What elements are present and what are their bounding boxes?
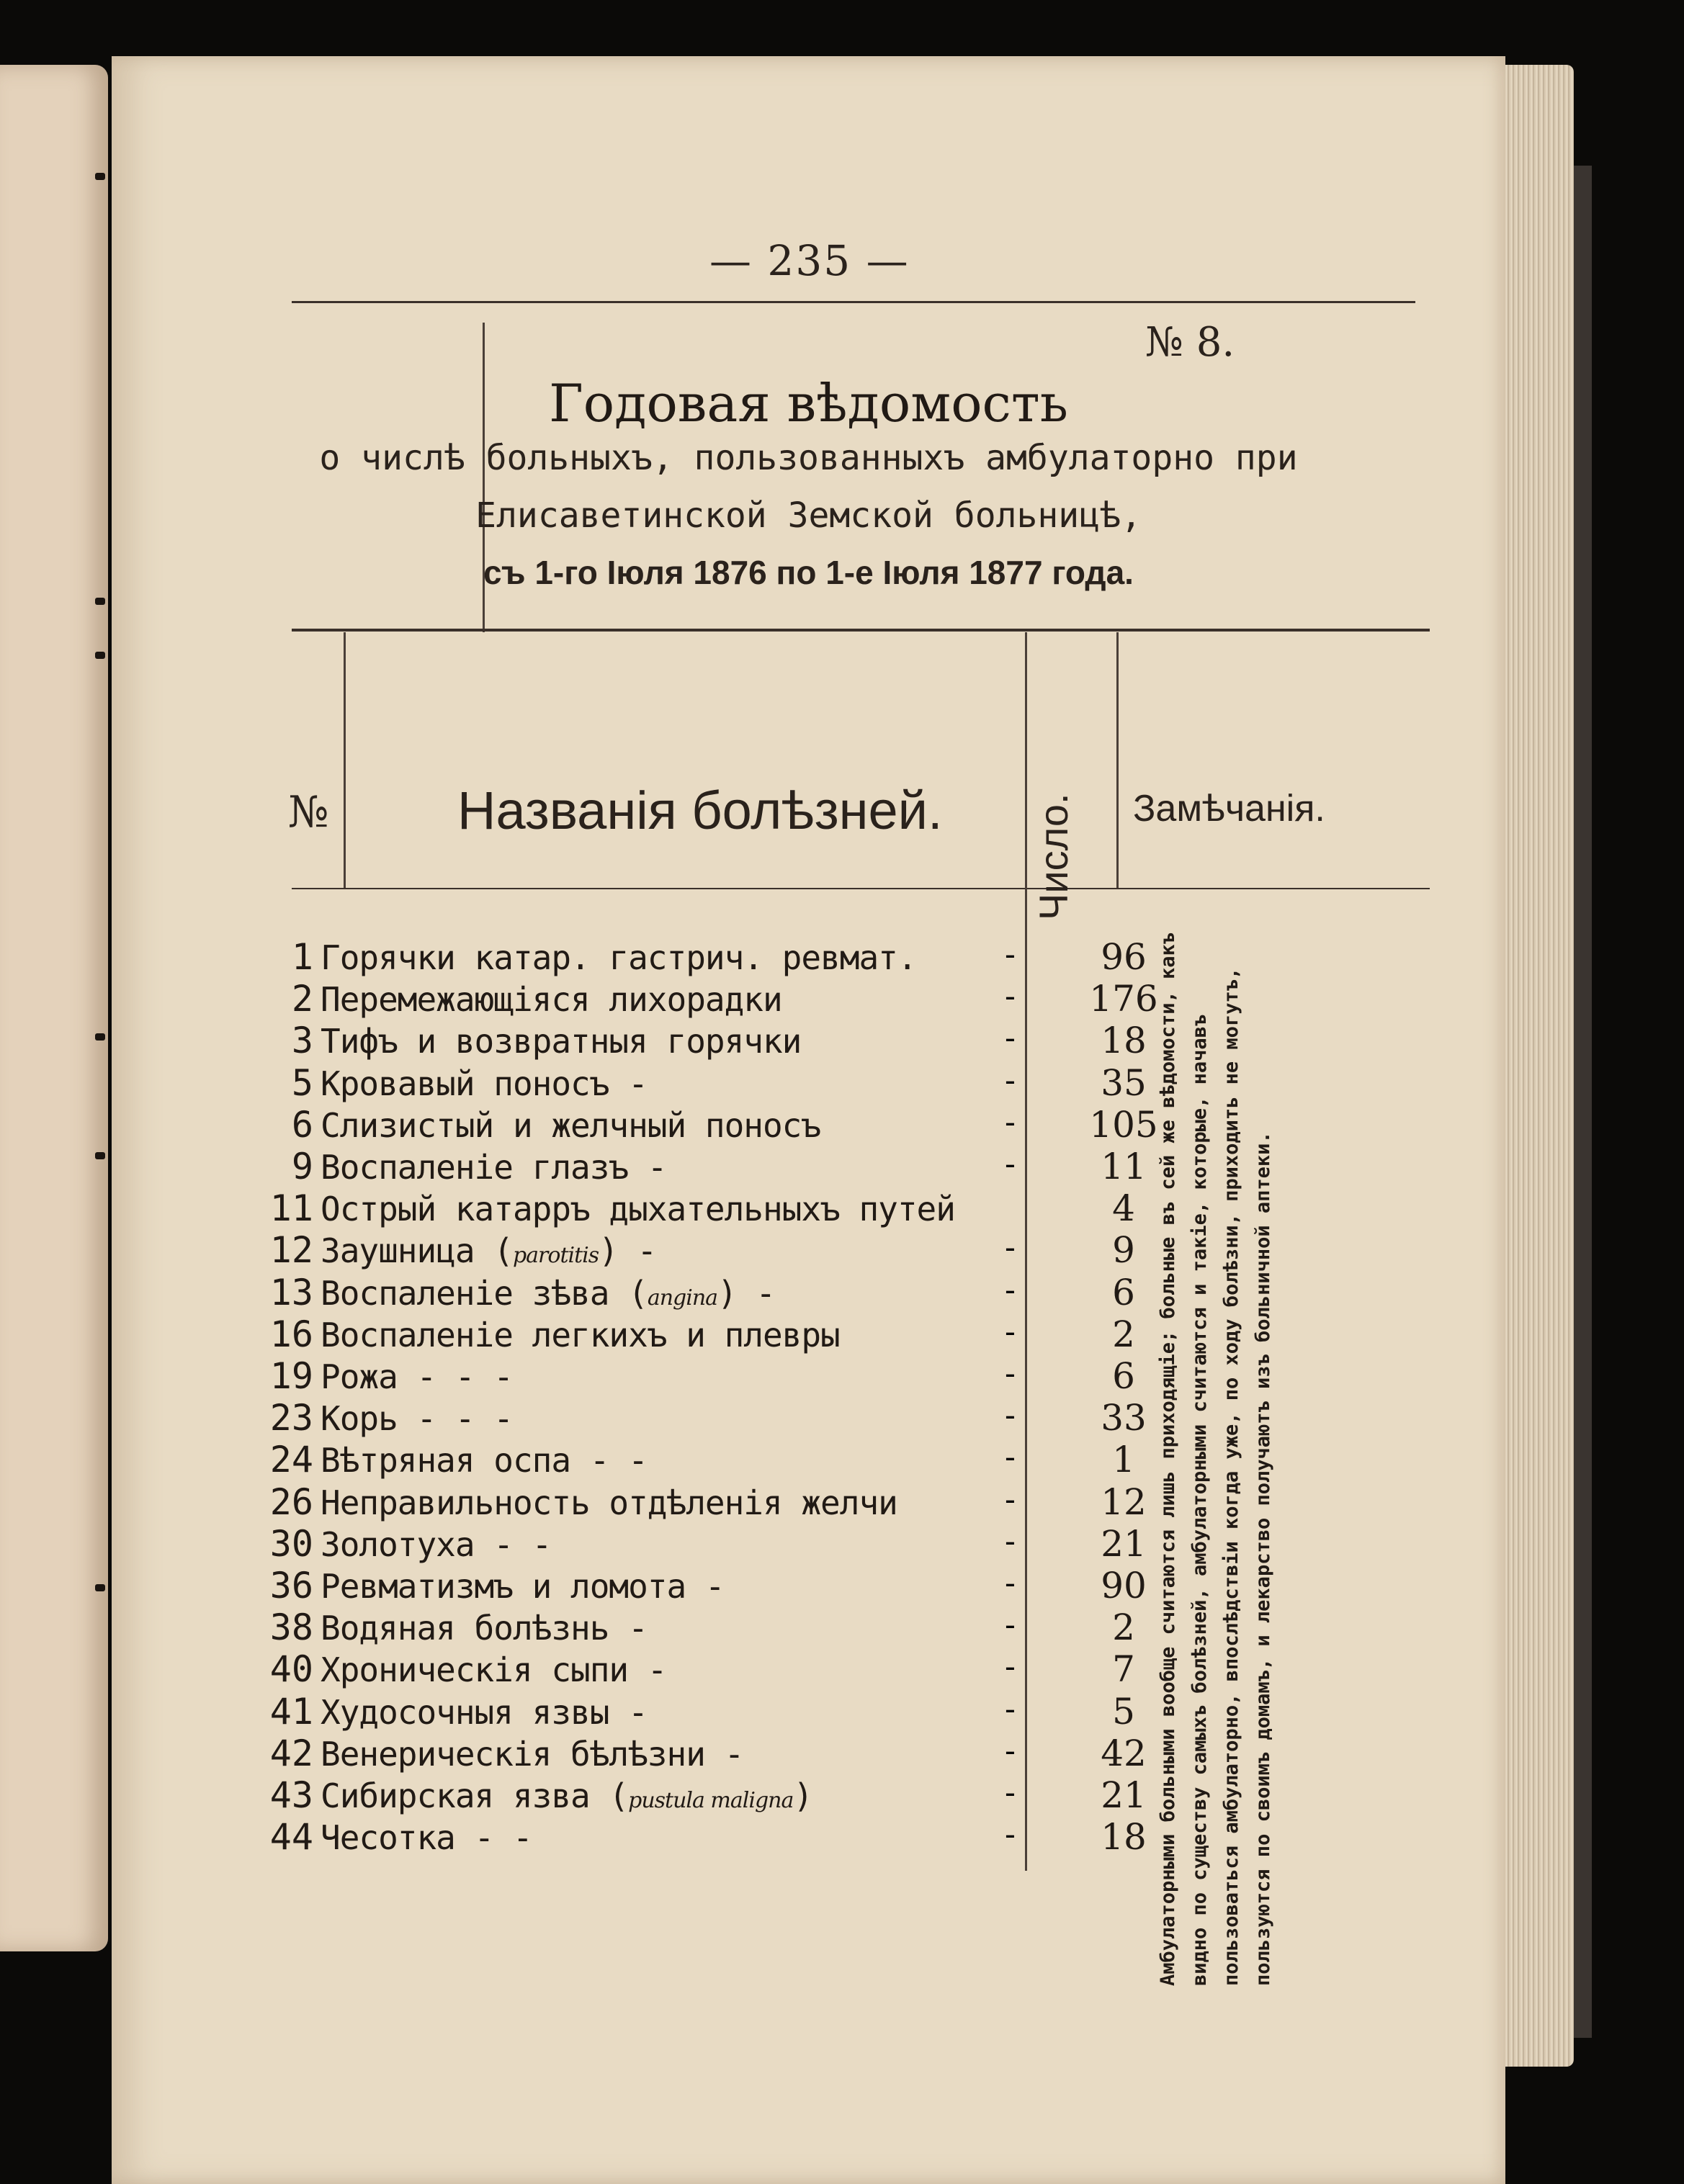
row-number: 40	[269, 1648, 313, 1691]
subtitle-line-1: о числѣ больныхъ, пользованныхъ амбулаторно при	[319, 438, 1298, 478]
row-count: 2	[1112, 1313, 1135, 1355]
row-count: 90	[1101, 1565, 1147, 1606]
row-count: 105	[1089, 1103, 1158, 1146]
latin-term: pustula maligna	[628, 1788, 794, 1813]
disease-name: Горячки катар. гастрич. ревмат.	[321, 938, 917, 977]
row-number: 13	[269, 1271, 313, 1313]
row-count: 33	[1101, 1397, 1147, 1439]
row-number: 41	[269, 1690, 313, 1733]
disease-name: Перемежающіяся лихорадки	[321, 980, 782, 1020]
date-range: съ 1-го Іюля 1876 по 1-е Іюля 1877 года.	[483, 554, 1134, 591]
row-number: 6	[291, 1103, 313, 1146]
disease-name: Худосочныя язвы -	[321, 1692, 648, 1732]
disease-name: Воспаленіе зѣва (angina) -	[321, 1273, 776, 1313]
row-count: 96	[1101, 936, 1147, 978]
row-dash: -	[1005, 1313, 1016, 1350]
row-count: 12	[1101, 1480, 1147, 1523]
row-number: 30	[269, 1522, 313, 1565]
row-number: 2	[291, 978, 313, 1020]
table-row	[269, 1816, 1149, 1859]
table-row	[269, 1690, 1149, 1733]
row-count: 21	[1101, 1774, 1147, 1816]
disease-name: Сибирская язва (pustula maligna)	[321, 1776, 813, 1815]
header-disease-names: Названія болѣзней.	[457, 781, 943, 840]
row-number: 1	[291, 936, 313, 978]
table-row	[269, 1565, 1149, 1606]
table-row	[269, 1313, 1149, 1355]
row-count: 5	[1112, 1690, 1135, 1733]
table-row	[269, 1187, 1149, 1230]
row-dash: -	[1005, 1439, 1016, 1476]
row-dash: -	[1005, 978, 1016, 1015]
table-row	[269, 1397, 1149, 1439]
row-count: 4	[1112, 1187, 1135, 1230]
table-row	[285, 1062, 1149, 1104]
row-count: 18	[1101, 1816, 1147, 1859]
disease-name: Венерическія бѣлѣзни -	[321, 1734, 744, 1774]
row-dash: -	[1005, 1774, 1016, 1811]
table-row	[285, 978, 1158, 1020]
latin-term: parotitis	[512, 1243, 599, 1269]
row-number: 12	[269, 1229, 313, 1272]
table-row	[269, 1229, 1149, 1272]
row-dash: -	[1005, 1648, 1016, 1686]
table-row	[285, 1020, 1149, 1061]
row-count: 9	[1112, 1229, 1135, 1272]
page-edges	[1495, 65, 1574, 2067]
table-row	[285, 1146, 1149, 1187]
row-dash: -	[1005, 1146, 1016, 1182]
row-count: 11	[1101, 1146, 1147, 1187]
table-row	[269, 1439, 1149, 1481]
row-dash: -	[1005, 936, 1016, 973]
notes-text: Амбулаторными больными вообще считаются лишь приходящіе; больные въ сей же вѣдомости, какъ видно по существу самыхъ болѣзней, амбулаторными считаются и такіе, которые, начавъ пользоваться амбулаторно, впослѣдствіи когда уже, по ходу болѣзни, приходить не могутъ, пользуются по своимъ домамъ, и лекарство получаютъ изъ больничной аптеки.	[1157, 933, 1274, 1986]
row-count: 42	[1101, 1732, 1147, 1774]
header-count: Число.	[1031, 793, 1076, 920]
header-top-rule	[292, 629, 1430, 632]
table-row	[269, 1648, 1149, 1691]
table-row	[269, 1606, 1149, 1649]
header-number: №	[288, 787, 329, 837]
binding-mark	[95, 652, 105, 659]
row-dash: -	[1005, 1606, 1016, 1644]
row-dash: -	[1005, 1355, 1016, 1392]
row-number: 43	[269, 1774, 313, 1816]
disease-name: Слизистый и желчный поносъ	[321, 1105, 821, 1145]
row-count: 6	[1112, 1355, 1135, 1397]
table-row	[269, 1774, 1149, 1816]
row-dash: -	[1005, 1229, 1016, 1267]
row-number: 24	[269, 1439, 313, 1481]
row-number: 38	[269, 1606, 313, 1649]
table-row	[269, 1271, 1149, 1313]
row-number: 19	[269, 1355, 313, 1397]
book-cover-edge	[1574, 166, 1592, 2038]
row-dash: -	[1005, 1816, 1016, 1853]
table-number: № 8.	[1145, 319, 1235, 366]
header-notes: Замѣчанія.	[1133, 788, 1325, 830]
left-page-edge	[0, 65, 108, 1951]
row-dash: -	[1005, 1690, 1016, 1727]
page-number: — 235 —	[709, 236, 910, 285]
book-page	[112, 56, 1505, 2184]
row-count: 1	[1112, 1439, 1135, 1481]
top-rule	[292, 301, 1415, 303]
binding-mark	[95, 598, 105, 605]
row-dash: -	[1005, 1397, 1016, 1434]
row-number: 23	[269, 1397, 313, 1439]
disease-name: Воспаленіе легкихъ и плевры	[321, 1315, 840, 1354]
row-number: 26	[269, 1480, 313, 1523]
row-number: 9	[291, 1146, 313, 1187]
subtitle-line-2: Елисаветинской Земской больницѣ,	[475, 495, 1142, 536]
disease-name: Вѣтряная оспа - -	[321, 1441, 648, 1480]
disease-name: Воспаленіе глазъ -	[321, 1148, 667, 1187]
row-count: 7	[1112, 1648, 1135, 1691]
disease-name: Чесотка - -	[321, 1818, 532, 1858]
row-count: 18	[1101, 1020, 1147, 1062]
row-number: 44	[269, 1816, 313, 1859]
row-count: 21	[1101, 1522, 1147, 1565]
disease-name: Корь - - -	[321, 1399, 513, 1439]
row-number: 11	[269, 1187, 313, 1230]
disease-name: Острый катарръ дыхательныхъ путей	[321, 1190, 955, 1229]
binding-mark	[95, 1584, 105, 1591]
binding-mark	[95, 173, 105, 180]
col-divider-num	[344, 632, 346, 888]
row-dash: -	[1005, 1565, 1016, 1601]
col-divider-count	[1116, 632, 1119, 888]
disease-name: Золотуха - -	[321, 1524, 552, 1564]
table-row	[269, 1480, 1149, 1523]
row-count: 6	[1112, 1271, 1135, 1313]
row-dash: -	[1005, 1103, 1016, 1141]
row-count: 35	[1101, 1061, 1147, 1104]
disease-name: Кровавый поносъ -	[321, 1064, 648, 1103]
disease-name: Тифъ и возвратныя горячки	[321, 1022, 802, 1061]
row-dash: -	[1005, 1732, 1016, 1769]
row-number: 3	[291, 1020, 313, 1062]
row-dash: -	[1005, 1020, 1016, 1057]
row-number: 42	[269, 1732, 313, 1774]
disease-name: Неправильность отдѣленія желчи	[321, 1483, 897, 1522]
binding-mark	[95, 1033, 105, 1041]
table-row	[269, 1522, 1149, 1565]
row-count: 176	[1089, 978, 1158, 1020]
document-title: Годовая вѣдомость	[549, 373, 1068, 433]
row-number: 16	[269, 1313, 313, 1355]
disease-name: Заушница (parotitis) -	[321, 1231, 657, 1271]
row-dash: -	[1005, 1061, 1016, 1099]
disease-name: Ревматизмъ и ломота -	[321, 1567, 725, 1606]
header-bottom-rule	[292, 888, 1430, 889]
row-dash: -	[1005, 1522, 1016, 1560]
table-row	[269, 1732, 1149, 1774]
table-row	[285, 936, 1149, 978]
row-dash: -	[1005, 1271, 1016, 1308]
row-count: 2	[1112, 1606, 1135, 1649]
table-row	[269, 1355, 1149, 1397]
disease-name: Водяная болѣзнь -	[321, 1609, 648, 1648]
row-dash: -	[1005, 1480, 1016, 1518]
row-number: 5	[291, 1061, 313, 1104]
row-number: 36	[269, 1565, 313, 1606]
table-row	[285, 1103, 1158, 1146]
disease-name: Рожа - - -	[321, 1357, 513, 1396]
latin-term: angina	[647, 1285, 718, 1311]
disease-name: Хроническія сыпи -	[321, 1650, 667, 1690]
binding-mark	[95, 1152, 105, 1159]
